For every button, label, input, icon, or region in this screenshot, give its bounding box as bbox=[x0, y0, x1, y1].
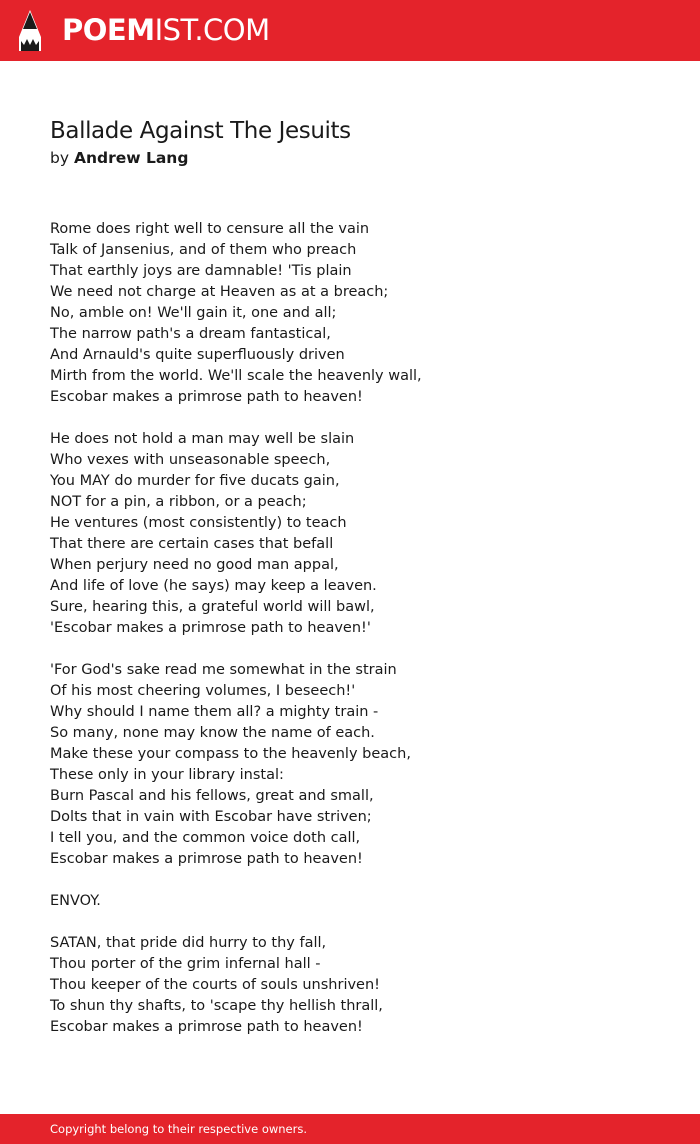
poem-line: Escobar makes a primrose path to heaven! bbox=[50, 1019, 363, 1035]
poem-line: ENVOY. bbox=[50, 893, 101, 909]
poem-line: When perjury need no good man appal, bbox=[50, 557, 339, 573]
byline bbox=[50, 148, 188, 169]
poem-line: That earthly joys are damnable! 'Tis plain bbox=[50, 263, 352, 279]
poem-line: You MAY do murder for five ducats gain, bbox=[50, 473, 340, 489]
logo-light-text: IST.COM bbox=[154, 13, 270, 47]
poem-line: Thou keeper of the courts of souls unshriven! bbox=[50, 977, 380, 993]
poem-line: We need not charge at Heaven as at a breach; bbox=[50, 284, 389, 300]
poem-line: He ventures (most consistently) to teach bbox=[50, 515, 347, 531]
stanza bbox=[50, 891, 650, 912]
site-logo[interactable] bbox=[62, 12, 270, 48]
poem-line: I tell you, and the common voice doth call, bbox=[50, 830, 361, 846]
poem-line: These only in your library instal: bbox=[50, 767, 284, 783]
stanza bbox=[50, 429, 650, 639]
poem-line: Why should I name them all? a mighty train - bbox=[50, 704, 379, 720]
poem-line: Thou porter of the grim infernal hall - bbox=[50, 956, 321, 972]
author-name: Andrew Lang bbox=[73, 149, 189, 167]
poem-line: 'For God's sake read me somewhat in the strain bbox=[50, 662, 397, 678]
poem-line: Escobar makes a primrose path to heaven! bbox=[50, 389, 363, 405]
poem-line: Who vexes with unseasonable speech, bbox=[50, 452, 331, 468]
site-footer bbox=[0, 1114, 700, 1144]
poem-line: Sure, hearing this, a grateful world will bawl, bbox=[50, 599, 375, 615]
poem-line: And life of love (he says) may keep a leaven. bbox=[50, 578, 377, 594]
poem-line: So many, none may know the name of each. bbox=[50, 725, 375, 741]
poem-body bbox=[50, 219, 650, 1059]
byline-prefix: by bbox=[50, 149, 70, 167]
poem-line: Of his most cheering volumes, I beseech!' bbox=[50, 683, 356, 699]
poem-line: To shun thy shafts, to 'scape thy hellish thrall, bbox=[50, 998, 383, 1014]
poem-line: The narrow path's a dream fantastical, bbox=[50, 326, 331, 342]
poem-line: NOT for a pin, a ribbon, or a peach; bbox=[50, 494, 307, 510]
poem-line: 'Escobar makes a primrose path to heaven!' bbox=[50, 620, 371, 636]
logo-bold-text: POEM bbox=[62, 13, 155, 47]
poem-line: Make these your compass to the heavenly beach, bbox=[50, 746, 411, 762]
stanza bbox=[50, 933, 650, 1038]
poem-line: That there are certain cases that befall bbox=[50, 536, 334, 552]
site-header bbox=[0, 0, 700, 61]
pen-nib-logo-icon[interactable] bbox=[17, 10, 43, 51]
poem-line: And Arnauld's quite superfluously driven bbox=[50, 347, 345, 363]
copyright-text: Copyright belong to their respective owners. bbox=[50, 1122, 308, 1136]
poem-line: Burn Pascal and his fellows, great and small, bbox=[50, 788, 374, 804]
poem-line: He does not hold a man may well be slain bbox=[50, 431, 355, 447]
poem-line: Dolts that in vain with Escobar have striven; bbox=[50, 809, 372, 825]
poem-line: Escobar makes a primrose path to heaven! bbox=[50, 851, 363, 867]
poem-line: Rome does right well to censure all the vain bbox=[50, 221, 370, 237]
poem-line: SATAN, that pride did hurry to thy fall, bbox=[50, 935, 327, 951]
poem-line: Talk of Jansenius, and of them who preach bbox=[50, 242, 357, 258]
poem-title: Ballade Against The Jesuits bbox=[50, 118, 351, 144]
stanza bbox=[50, 660, 650, 870]
stanza bbox=[50, 219, 650, 408]
poem-line: No, amble on! We'll gain it, one and all; bbox=[50, 305, 337, 321]
poem-line: Mirth from the world. We'll scale the heavenly wall, bbox=[50, 368, 422, 384]
